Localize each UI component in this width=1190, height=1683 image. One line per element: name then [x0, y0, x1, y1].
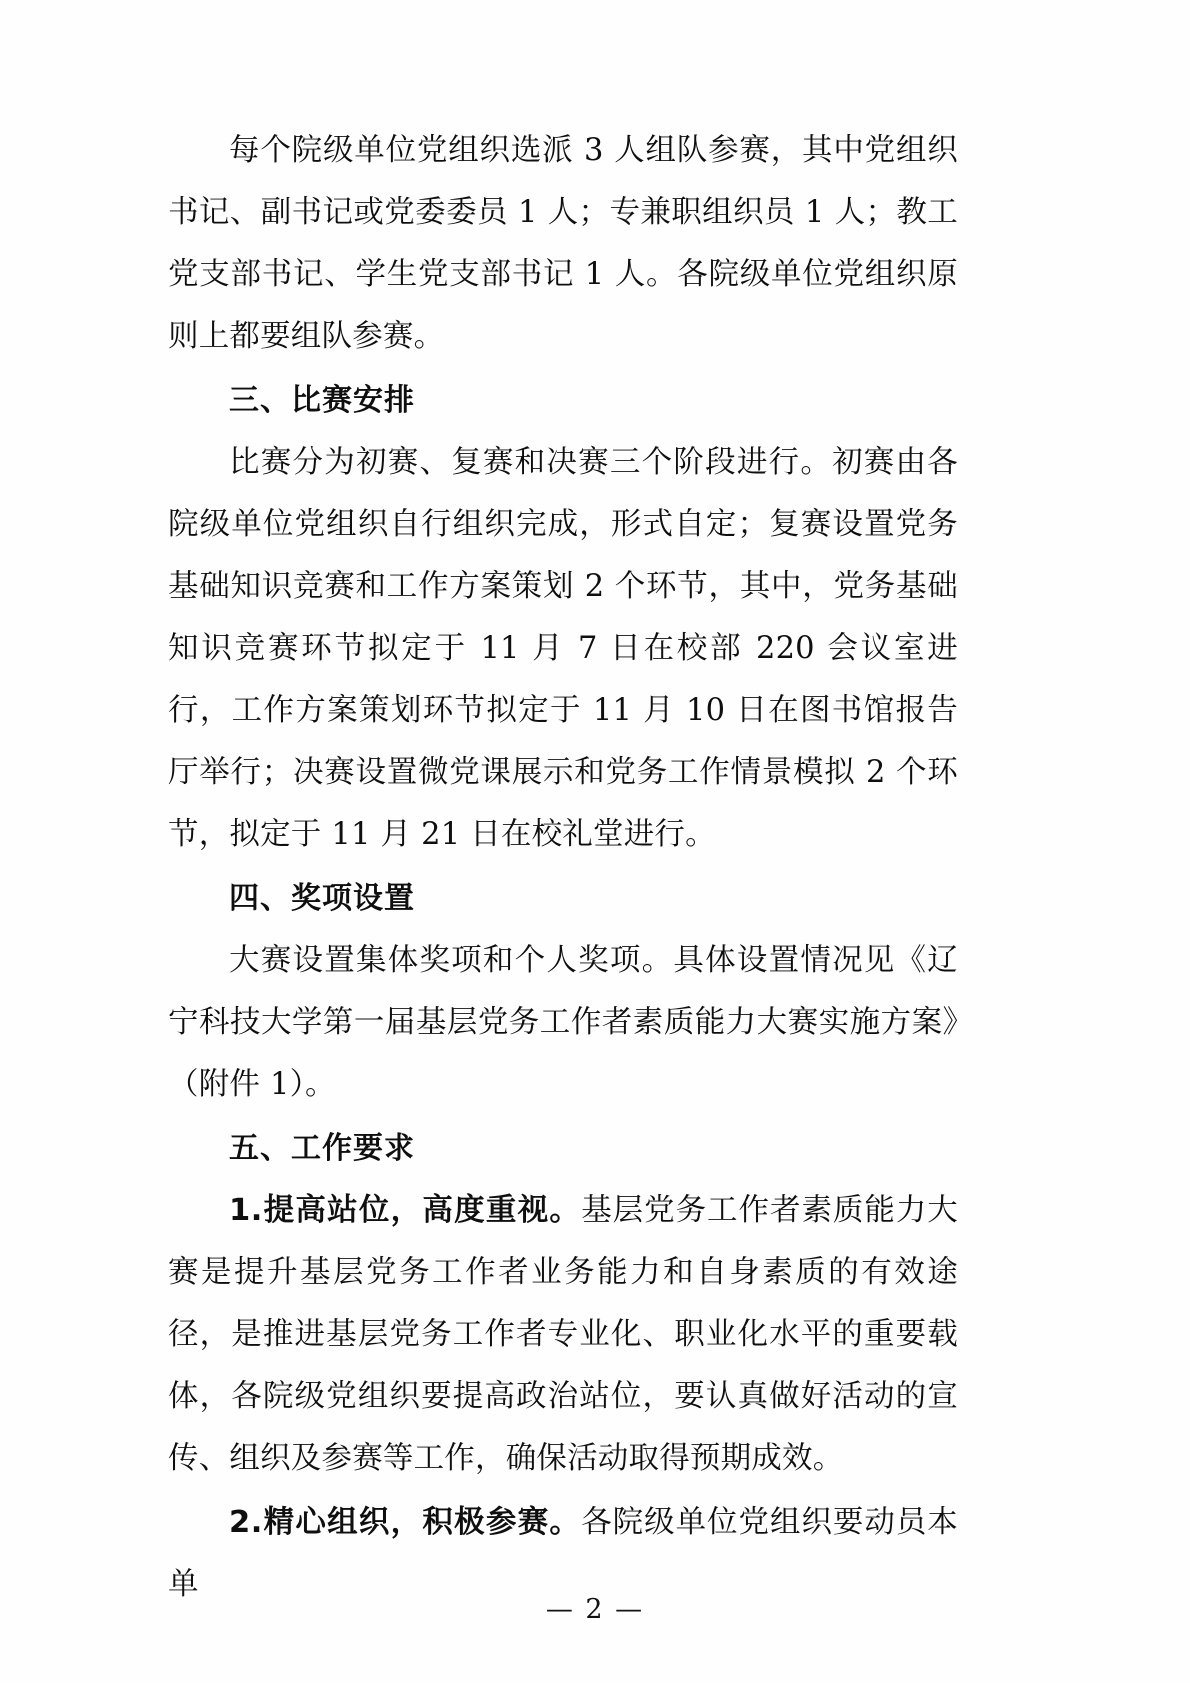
requirement-1-lead: 1.提高站位，高度重视。 — [229, 1193, 582, 1228]
page-footer — [0, 1594, 1190, 1625]
heading-competition-arrangement: 三、比赛安排 — [229, 383, 415, 418]
requirement-2-lead: 2.精心组织，积极参赛。 — [229, 1505, 582, 1540]
paragraph-team-composition: 每个院级单位党组织选派 3 人组队参赛，其中党组织书记、副书记或党委委员 1 人；专兼职组织员 1 人；教工党支部书记、学生党支部书记 1 人。各院级单位党组织原则上都要组队参赛。 — [168, 133, 958, 354]
paragraph-competition-arrangement: 比赛分为初赛、复赛和决赛三个阶段进行。初赛由各院级单位党组织自行组织完成，形式自定；复赛设置党务基础知识竞赛和工作方案策划 2 个环节，其中，党务基础知识竞赛环节拟定于 11 月 7 日在校部 220 会议室进行，工作方案策划环节拟定于 11 月 10 日在图书馆报告厅举行；决赛设置微党课展示和党务工作情景模拟 2 个环节，拟定于 11 月 21 日在校礼堂进行。 — [168, 445, 958, 852]
page-number: — 2 — — [545, 1594, 645, 1625]
requirement-1-text: 基层党务工作者素质能力大赛是提升基层党务工作者业务能力和自身素质的有效途径，是推进基层党务工作者专业化、职业化水平的重要载体，各院级党组织要提高政治站位，要认真做好活动的宣传、组织及参赛等工作，确保活动取得预期成效。 — [168, 1193, 958, 1476]
heading-awards-setting: 四、奖项设置 — [229, 881, 415, 916]
paragraph-requirement-1 — [168, 1180, 958, 1490]
paragraph-awards-setting: 大赛设置集体奖项和个人奖项。具体设置情况见《辽宁科技大学第一届基层党务工作者素质能力大赛实施方案》（附件 1）。 — [168, 943, 958, 1102]
document-body — [168, 120, 958, 1618]
requirement-2-text: 各院级单位党组织要动员本单 — [168, 1505, 958, 1602]
heading-work-requirements: 五、工作要求 — [229, 1131, 415, 1166]
